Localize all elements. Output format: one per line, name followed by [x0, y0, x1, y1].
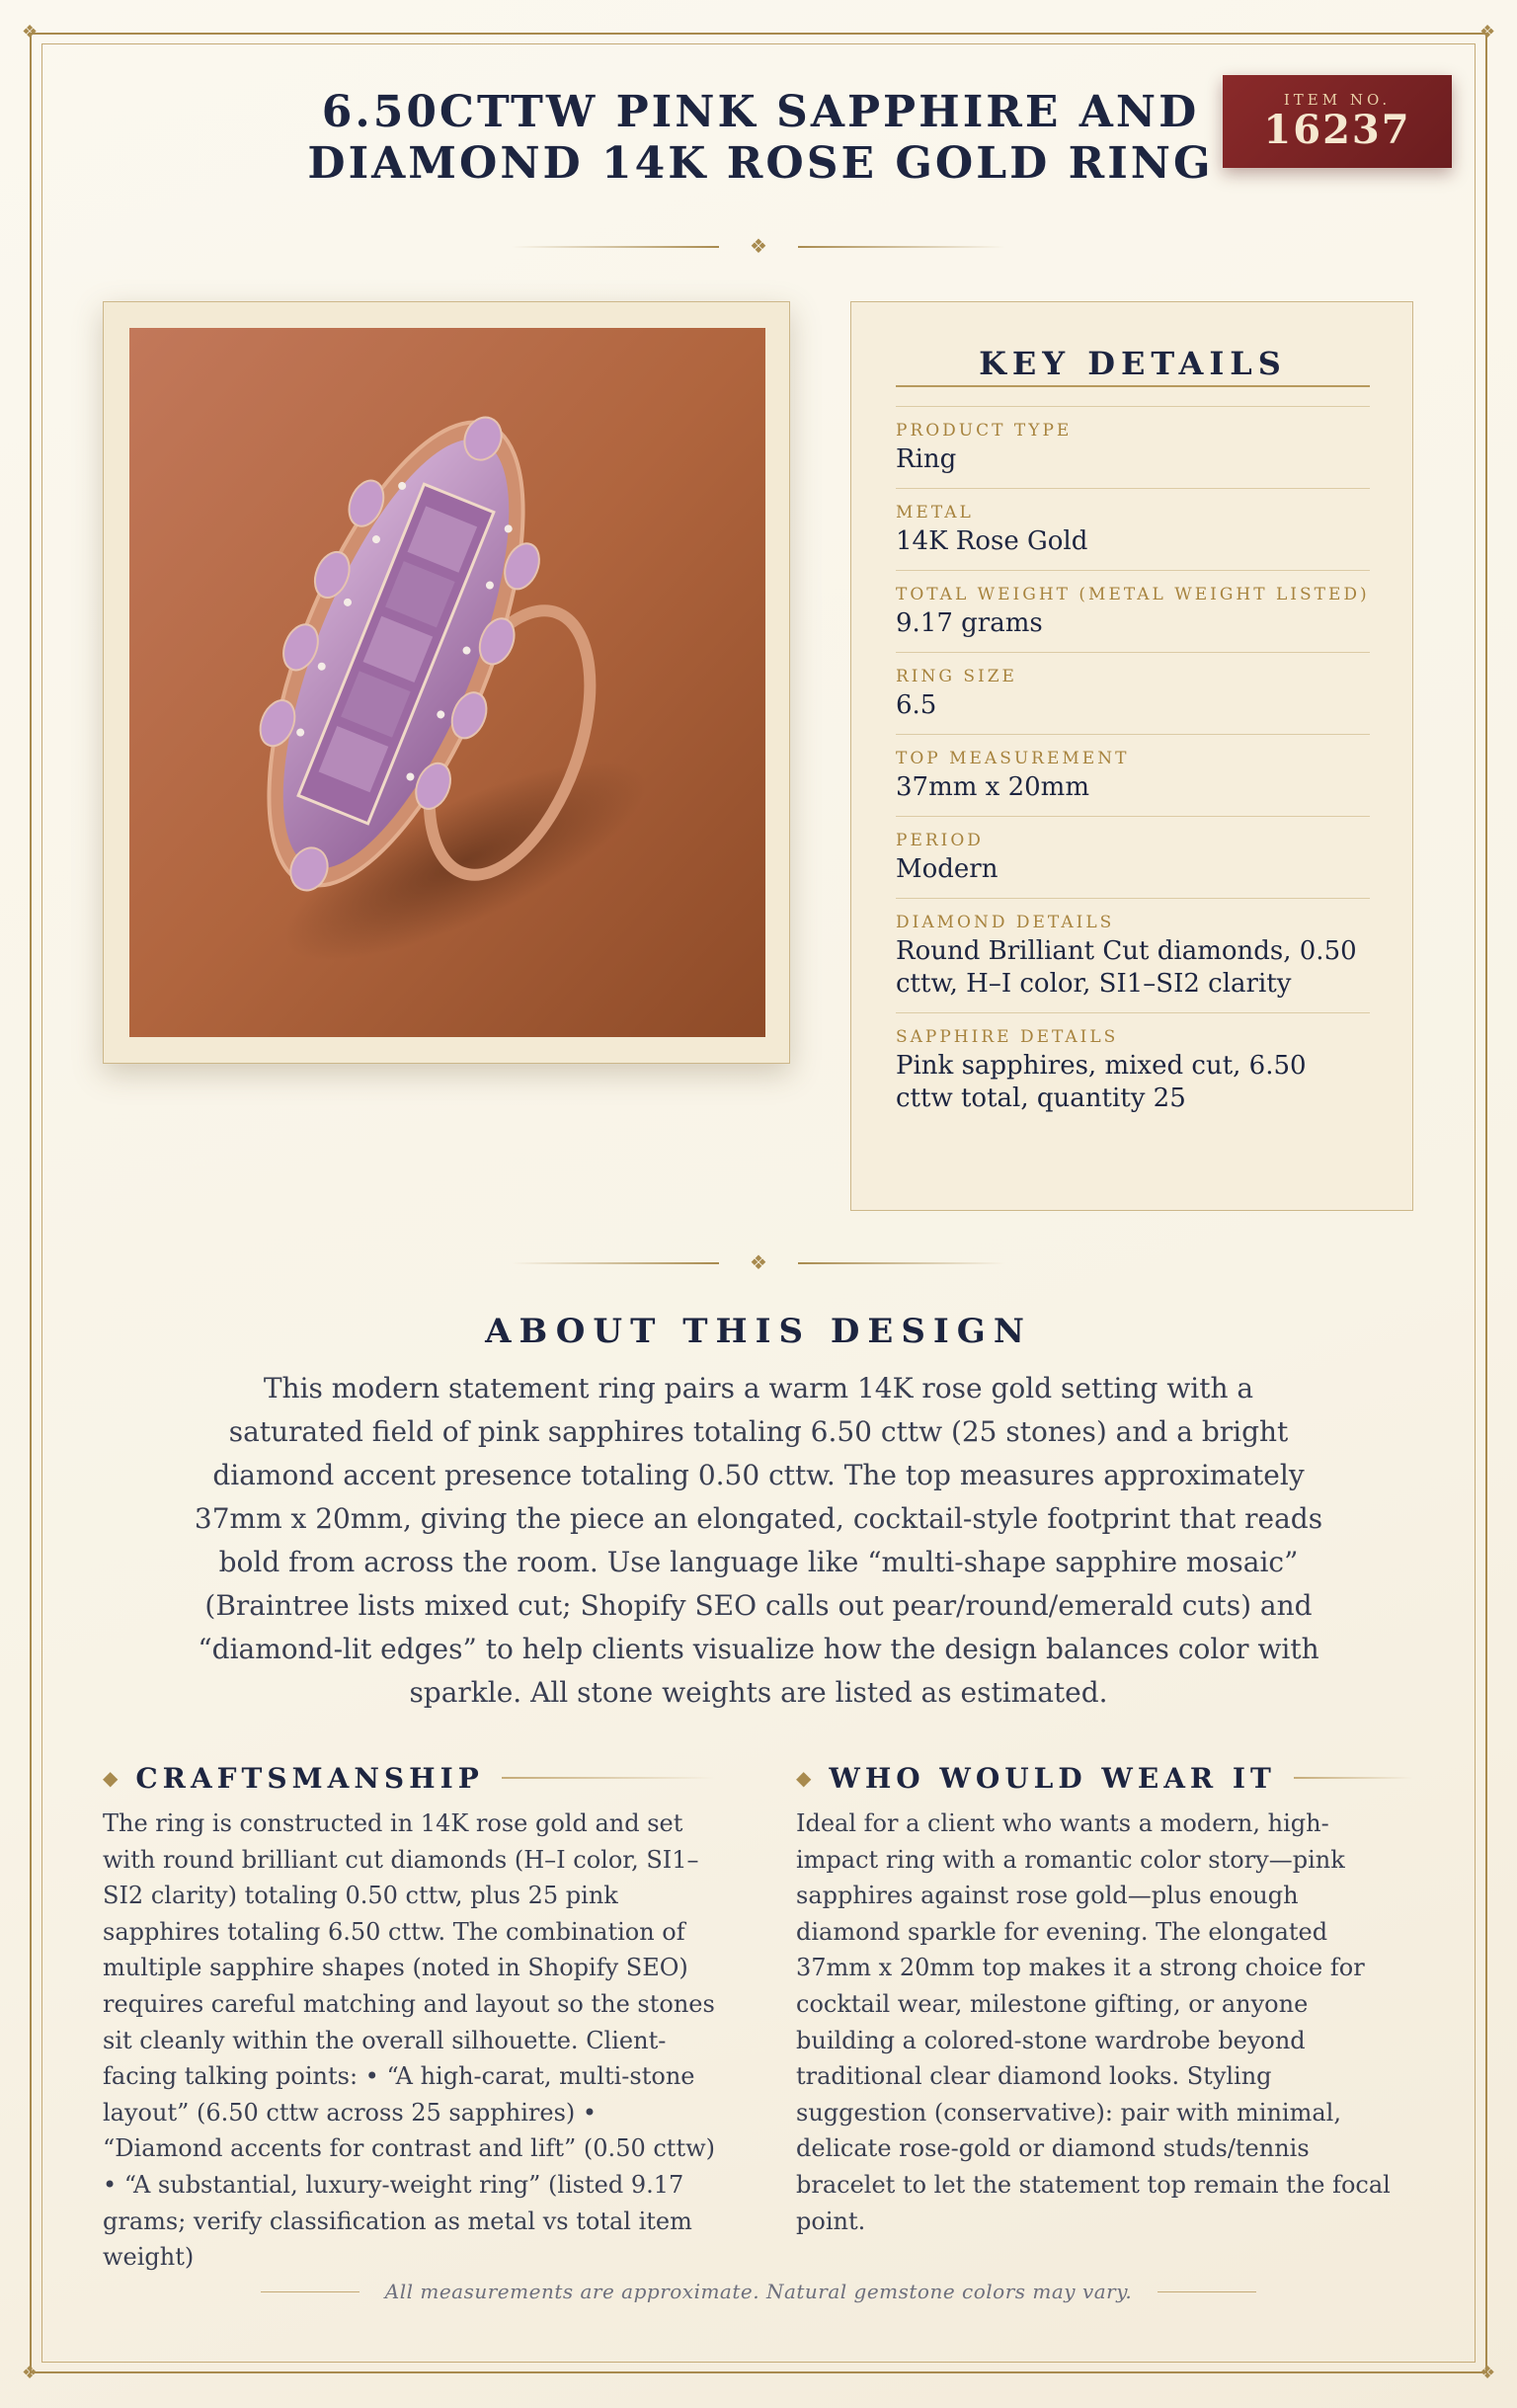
- item-number-badge: [1223, 75, 1452, 168]
- detail-label: TOTAL WEIGHT (METAL WEIGHT LISTED): [896, 585, 1370, 604]
- divider-ornament-icon: ❖: [750, 1250, 767, 1274]
- detail-value: Round Brilliant Cut diamonds, 0.50 cttw, H–I color, SI1–SI2 clarity: [896, 936, 1357, 999]
- detail-value: Modern: [896, 854, 998, 884]
- detail-row-total-weight: [896, 570, 1370, 652]
- ornamental-divider: [512, 236, 1005, 256]
- ornamental-divider: [512, 1252, 1005, 1272]
- craftsmanship-heading: CRAFTSMANSHIP: [135, 1761, 484, 1795]
- ring-photo-icon: [129, 328, 765, 1037]
- product-photo-frame: [103, 301, 790, 1064]
- page-title: [237, 87, 1284, 190]
- corner-ornament-icon: ❖: [1479, 2363, 1496, 2383]
- detail-label: PRODUCT TYPE: [896, 421, 1073, 441]
- key-details-panel: [850, 301, 1413, 1211]
- corner-ornament-icon: ❖: [22, 22, 39, 42]
- detail-row-diamond-details: [896, 898, 1370, 1012]
- key-details-list: [896, 406, 1370, 1127]
- detail-label: TOP MEASUREMENT: [896, 749, 1130, 768]
- footer: [261, 2280, 1256, 2303]
- detail-row-product-type: [896, 406, 1370, 488]
- detail-label: PERIOD: [896, 831, 984, 850]
- about-body: This modern statement ring pairs a warm 14K rose gold setting with a saturated field of pink sapphires totaling 6.50 cttw (25 stones) and a bright diamond accent presence totaling 0.50 cttw. The top measures approximately 37mm x 20mm, giving the piece an elongated, cocktail-style footprint that reads bold from across the room. Use language like “multi-shape sapphire mosaic” (Braintree lists mixed cut; Shopify SEO calls out pear/round/emerald cuts) and “diamond-lit edges” to help clients visualize how the design balances color with sparkle. All stone weights are listed as estimated.: [194, 1372, 1323, 1709]
- corner-ornament-icon: ❖: [1479, 22, 1496, 42]
- detail-row-ring-size: [896, 652, 1370, 734]
- detail-value: 9.17 grams: [896, 608, 1043, 638]
- detail-label: RING SIZE: [896, 667, 1017, 686]
- detail-value: 37mm x 20mm: [896, 772, 1089, 802]
- detail-value: 6.5: [896, 690, 937, 720]
- key-details-heading: KEY DETAILS: [896, 342, 1370, 387]
- title-line-2: DIAMOND 14K ROSE GOLD RING: [307, 138, 1214, 189]
- item-number-value: 16237: [1263, 107, 1411, 153]
- detail-label: SAPPHIRE DETAILS: [896, 1027, 1119, 1047]
- detail-row-sapphire-details: [896, 1012, 1370, 1127]
- detail-label: DIAMOND DETAILS: [896, 913, 1115, 932]
- detail-row-top-measurement: [896, 734, 1370, 816]
- detail-row-period: [896, 816, 1370, 898]
- detail-value: Ring: [896, 444, 957, 474]
- craftsmanship-body: The ring is constructed in 14K rose gold and set with round brilliant cut diamonds (H–I color, SI1–SI2 clarity) totaling 0.50 cttw, plus 25 pink sapphires totaling 6.50 cttw. The combination of multiple sapphire shapes (noted in Shopify SEO) requires careful matching and layout so the stones sit cleanly within the overall silhouette. Client-facing talking points: • “A high-carat, multi-stone layout” (6.50 cttw across 25 sapphires) • “Diamond accents for contrast and lift” (0.50 cttw) • “A substantial, luxury-weight ring” (listed 9.17 grams; verify classification as metal vs total item weight): [103, 1809, 715, 2272]
- title-line-1: 6.50CTTW PINK SAPPHIRE AND: [321, 87, 1200, 137]
- detail-value: Pink sapphires, mixed cut, 6.50 cttw total, quantity 25: [896, 1051, 1307, 1113]
- item-number-label: ITEM NO.: [1283, 91, 1392, 109]
- divider-ornament-icon: ❖: [750, 234, 767, 258]
- detail-value: 14K Rose Gold: [896, 526, 1088, 556]
- detail-label: METAL: [896, 503, 974, 522]
- product-photo: [129, 328, 765, 1037]
- diamond-bullet-icon: ◆: [103, 1766, 119, 1790]
- footer-note: All measurements are approximate. Natural gemstone colors may vary.: [384, 2280, 1133, 2303]
- craftsmanship-header: [103, 1758, 715, 1798]
- who-would-wear-body: Ideal for a client who wants a modern, high-impact ring with a romantic color story—pink sapphires against rose gold—plus enough diamond sparkle for evening. The elongated 37mm x 20mm top makes it a strong choice for cocktail wear, milestone gifting, or anyone building a colored-stone wardrobe beyond traditional clear diamond looks. Styling suggestion (conservative): pair with minimal, delicate rose-gold or diamond studs/tennis bracelet to let the statement top remain the focal point.: [796, 1809, 1391, 2235]
- detail-row-metal: [896, 488, 1370, 570]
- who-would-wear-header: [796, 1758, 1412, 1798]
- corner-ornament-icon: ❖: [22, 2363, 39, 2383]
- who-would-wear-heading: WHO WOULD WEAR IT: [829, 1761, 1276, 1795]
- about-heading: ABOUT THIS DESIGN: [485, 1312, 1032, 1351]
- diamond-bullet-icon: ◆: [796, 1766, 812, 1790]
